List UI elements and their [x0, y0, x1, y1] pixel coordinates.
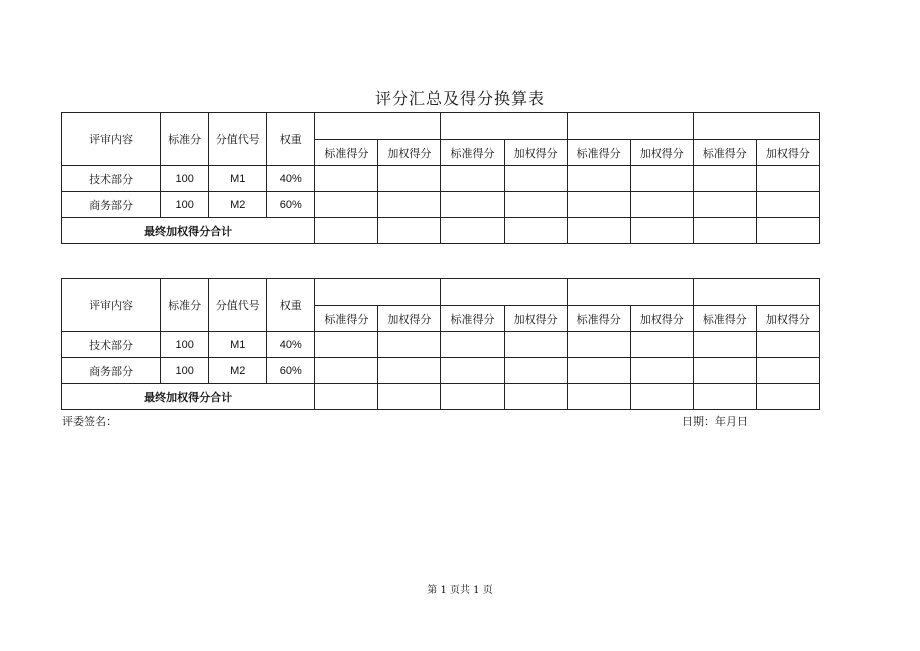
score-cell[interactable]: [504, 384, 567, 410]
header-standard-score: 标准分: [161, 279, 209, 332]
table-row: [62, 166, 820, 192]
row-code: M2: [209, 192, 267, 218]
score-cell[interactable]: [378, 166, 441, 192]
evaluator-header-cell: [567, 113, 693, 140]
row-content: 商务部分: [62, 358, 161, 384]
header-weight: 权重: [267, 113, 315, 166]
table-row: [62, 358, 820, 384]
total-row: [62, 218, 820, 244]
score-cell[interactable]: [441, 192, 504, 218]
score-cell[interactable]: [441, 166, 504, 192]
score-cell[interactable]: [315, 332, 378, 358]
score-cell[interactable]: [630, 192, 693, 218]
score-cell[interactable]: [315, 192, 378, 218]
row-content: 商务部分: [62, 192, 161, 218]
score-cell[interactable]: [441, 384, 504, 410]
score-cell[interactable]: [441, 358, 504, 384]
header-content: 评审内容: [62, 279, 161, 332]
score-cell[interactable]: [567, 192, 630, 218]
row-standard: 100: [161, 358, 209, 384]
evaluator-header-cell: [693, 113, 819, 140]
header-sub-weighted: 加权得分: [756, 140, 819, 166]
row-standard: 100: [161, 332, 209, 358]
score-cell[interactable]: [756, 166, 819, 192]
score-cell[interactable]: [315, 358, 378, 384]
score-cell[interactable]: [630, 332, 693, 358]
score-cell[interactable]: [630, 166, 693, 192]
score-cell[interactable]: [693, 166, 756, 192]
score-cell[interactable]: [567, 358, 630, 384]
header-content: 评审内容: [62, 113, 161, 166]
header-sub-weighted: 加权得分: [630, 140, 693, 166]
score-cell[interactable]: [504, 192, 567, 218]
header-sub-weighted: 加权得分: [756, 306, 819, 332]
evaluator-header-cell: [315, 279, 441, 306]
date-field: [682, 413, 748, 429]
table-row: [62, 332, 820, 358]
score-cell[interactable]: [315, 166, 378, 192]
score-cell[interactable]: [441, 332, 504, 358]
score-cell[interactable]: [378, 332, 441, 358]
header-score-code: 分值代号: [209, 113, 267, 166]
row-standard: 100: [161, 192, 209, 218]
header-sub-standard: 标准得分: [567, 306, 630, 332]
score-cell[interactable]: [756, 192, 819, 218]
score-cell[interactable]: [315, 218, 378, 244]
page-title: 评分汇总及得分换算表: [374, 89, 545, 108]
header-sub-weighted: 加权得分: [378, 140, 441, 166]
score-cell[interactable]: [693, 384, 756, 410]
evaluator-header-cell: [693, 279, 819, 306]
row-weight: 40%: [267, 166, 315, 192]
score-cell[interactable]: [504, 332, 567, 358]
score-cell[interactable]: [567, 384, 630, 410]
header-standard-score: 标准分: [161, 113, 209, 166]
header-sub-standard: 标准得分: [567, 140, 630, 166]
row-weight: 40%: [267, 332, 315, 358]
evaluator-header-cell: [567, 279, 693, 306]
row-content: 技术部分: [62, 166, 161, 192]
table-row: [62, 192, 820, 218]
evaluator-header-cell: [441, 279, 567, 306]
score-table-1: [61, 112, 820, 244]
date-label: 日期：: [682, 415, 715, 428]
score-cell[interactable]: [693, 218, 756, 244]
row-weight: 60%: [267, 192, 315, 218]
header-score-code: 分值代号: [209, 279, 267, 332]
evaluator-header-cell: [441, 113, 567, 140]
score-cell[interactable]: [630, 384, 693, 410]
total-row: [62, 384, 820, 410]
row-weight: 60%: [267, 358, 315, 384]
score-cell[interactable]: [567, 166, 630, 192]
score-cell[interactable]: [378, 384, 441, 410]
score-cell[interactable]: [567, 332, 630, 358]
row-standard: 100: [161, 166, 209, 192]
header-weight: 权重: [267, 279, 315, 332]
score-cell[interactable]: [693, 192, 756, 218]
row-content: 技术部分: [62, 332, 161, 358]
score-cell[interactable]: [693, 358, 756, 384]
evaluator-header-cell: [315, 113, 441, 140]
header-sub-standard: 标准得分: [693, 306, 756, 332]
score-cell[interactable]: [504, 166, 567, 192]
score-cell[interactable]: [693, 332, 756, 358]
score-cell[interactable]: [756, 358, 819, 384]
header-sub-weighted: 加权得分: [378, 306, 441, 332]
score-table-2: [61, 278, 820, 410]
header-sub-standard: 标准得分: [441, 140, 504, 166]
date-value: 年月日: [715, 415, 748, 428]
score-cell[interactable]: [756, 384, 819, 410]
header-sub-standard: 标准得分: [693, 140, 756, 166]
score-cell[interactable]: [504, 218, 567, 244]
score-cell[interactable]: [630, 358, 693, 384]
header-sub-weighted: 加权得分: [504, 306, 567, 332]
score-cell[interactable]: [567, 218, 630, 244]
row-code: M1: [209, 166, 267, 192]
score-cell[interactable]: [756, 218, 819, 244]
header-sub-weighted: 加权得分: [504, 140, 567, 166]
header-sub-standard: 标准得分: [315, 140, 378, 166]
header-sub-standard: 标准得分: [315, 306, 378, 332]
score-cell[interactable]: [756, 332, 819, 358]
page-footer: 第 1 页共 1 页: [427, 585, 493, 596]
score-cell[interactable]: [378, 218, 441, 244]
header-sub-standard: 标准得分: [441, 306, 504, 332]
score-cell[interactable]: [378, 358, 441, 384]
row-code: M2: [209, 358, 267, 384]
score-cell[interactable]: [441, 218, 504, 244]
score-cell[interactable]: [378, 192, 441, 218]
total-label: 最终加权得分合计: [62, 384, 315, 410]
signature-label: 评委签名：: [62, 415, 117, 428]
score-cell[interactable]: [630, 218, 693, 244]
total-label: 最终加权得分合计: [62, 218, 315, 244]
row-code: M1: [209, 332, 267, 358]
score-cell[interactable]: [504, 358, 567, 384]
score-cell[interactable]: [315, 384, 378, 410]
header-sub-weighted: 加权得分: [630, 306, 693, 332]
